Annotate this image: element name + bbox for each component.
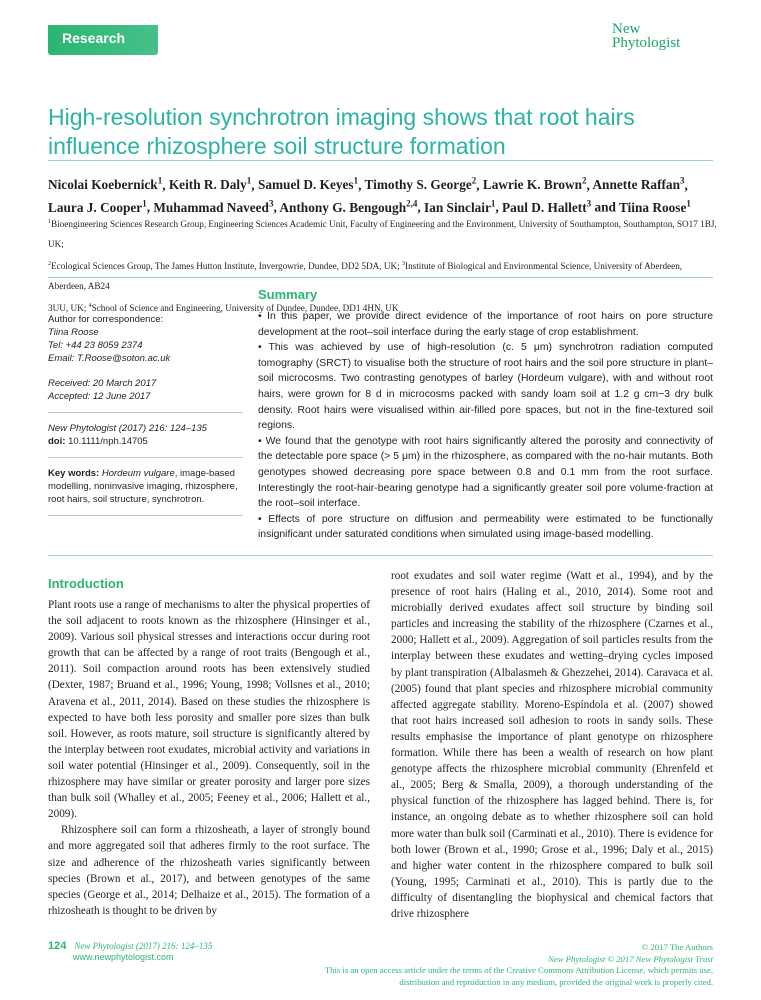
keywords-label: Key words: [48,468,100,479]
author-affiliation-mark: 1 [157,176,163,186]
author-affiliation-mark: 2 [471,176,477,186]
article-info-sidebar [48,313,243,525]
license-line-2: distribution and reproduction in any medium, provided the original work is properly cited. [399,976,713,987]
affil-3: Institute of Biological and Environmental Science, University of Aberdeen, Aberdeen, AB24 [48,261,683,292]
author-affiliation-mark: 1 [490,198,496,209]
correspondence-email[interactable]: Email: T.Roose@soton.ac.uk [48,353,171,364]
author-affiliation-mark: 2,4 [406,198,418,209]
affil-4-number: 4 [88,303,92,310]
affil-3-number: 3 [402,261,406,268]
author-name: Timothy S. George$^2$ [364,176,477,193]
author-affiliation-mark: 2 [582,176,587,186]
journal-logo [612,22,722,50]
article-title: High-resolution synchrotron imaging shows that root hairs influence rhizosphere soil structure formation [48,104,635,160]
affiliation-divider [48,277,713,278]
accepted-date: Accepted: 12 June 2017 [48,391,151,402]
section-banner [48,25,158,55]
author-name: Muhammad Naveed$^3$ [153,198,274,215]
summary-bullet-1: • In this paper, we provide direct evidence of the importance of root hairs on pore structure development at the root–soil interface during the early stage of crop establishment. [258,311,713,338]
journal-url[interactable]: www.newphytologist.com [73,952,174,962]
affil-1-number: 1 [48,219,51,225]
license-line-1: This is an open access article under the terms of the Creative Commons Attribution License, which permits use, [324,965,713,975]
journal-logo-line2: Phytologist [612,35,681,51]
author-name: Keith R. Daly$^1$ [168,176,252,193]
correspondence-name: Tiina Roose [48,327,99,338]
intro-paragraph-1: Plant roots use a range of mechanisms to alter the physical properties of the soil adjacent to roots known as the rhizosphere (Hinsinger et al., 2009). Various soil physical stresses and interactions occur during root growth that can be affected by a range of root traits (Bengough et al., 2011). Soil compaction around roots has been extensively studied (Dexter, 1987; Bruand et al., 1996; Young, 1998; Vollsnes et al., 2010; Aravena et al., 2011, 2014). Based on these studies the rhizosphere is expected to have both less porosity and smaller pore sizes than bulk soil. However, as roots mature, soil structure is significantly altered by the interplay between root exudates, microbial activity and variations in soil water potential (Hinsinger et al., 2009). Consequently, soil in the rhizosphere may have similar or greater porosity and larger pore sizes than bulk soil (Whalley et al., 2005; Feeney et al., 2006; Hallett et al., 2009). [48,599,370,821]
author-name: Ian Sinclair$^1$ [424,198,496,215]
section-label: Research [62,30,126,46]
author-affiliation-mark: 1 [686,198,691,209]
keywords-list: , image-based modelling, noninvasive imaging, rhizosphere, root hairs, soil structure, synchrotron. [48,468,238,505]
doi-link[interactable]: 10.1111/nph.14705 [68,436,148,447]
keywords-species: Hordeum vulgare [101,468,175,479]
received-date: Received: 20 March 2017 [48,378,157,389]
correspondence-tel: Tel: +44 23 8059 2374 [48,340,143,351]
sidebar-divider-2 [48,457,243,458]
summary-bullet-2: • This was achieved by use of high-resolution (c. 5 μm) synchrotron radiation computed tomography (SRCT) to visualise both the structure of root hairs and the soil pore structure in plant–soil microcosms. Two contrasting genotypes of barley (Hordeum vulgare), with and without root hairs, were grown for 8 d in microcosms packed with sandy loam soil at 1.2 g cm−3 dry bulk density. Root hairs were visualised within air-filled pore spaces, but not in the fine-textured soil regions. [258,342,713,432]
author-name: Samuel D. Keyes$^1$ [257,176,359,193]
journal-logo-line1: New [612,21,641,37]
author-affiliation-mark: 3 [679,176,685,186]
author-list: Nicolai Koebernick$^1$, Keith R. Daly$^1$, Samuel D. Keyes$^1$, Timothy S. George$^2$, Lawrie K. Brown$^2$, Annette Raffan$^3$, Laura J. Cooper$^1$, Muhammad Naveed$^3$, Anthony G. Bengough$^{2,4}$, Ian Sinclair$^1$, Paul D. Hallett$^3$ and Tiina Roose$^1$ [48,176,691,215]
author-name: Paul D. Hallett$^3$ [502,198,592,215]
footer-right [273,942,713,988]
keywords [48,467,243,506]
author-affiliation-mark: 3 [586,198,592,209]
doi-label: doi: [48,436,66,447]
author-name: Lawrie K. Brown$^2$ [482,176,587,193]
author-name: Tiina Roose$^1$ [618,198,691,215]
author-name: Laura J. Cooper$^1$ [48,198,147,215]
sidebar-divider-3 [48,515,243,516]
affil-4: School of Science and Engineering, University of Dundee, Dundee, DD1 4HN, UK [91,303,399,314]
footer-citation: New Phytologist (2017) 216: 124–135 [74,941,213,951]
affiliations [48,212,718,318]
body-column-left [48,597,370,919]
title-divider [48,160,713,161]
author-name: Annette Raffan$^3$ [592,176,685,193]
introduction-heading: Introduction [48,576,124,591]
author-name: Anthony G. Bengough$^{2,4}$ [279,198,418,215]
affil-1: Bioengineering Sciences Research Group, Engineering Sciences Academic Unit, Faculty of Engineering and the Environment, University of Southampton, Southampton, SO17 1BJ, UK; [48,219,717,250]
summary-bullet-4: • Effects of pore structure on diffusion and permeability were estimated to be functionally insignificant under saturated conditions when simulated using image-based modelling. [258,513,713,541]
copyright-trust: New Phytologist © 2017 New Phytologist Trust [548,953,713,964]
sidebar-divider [48,412,243,413]
summary-divider [48,555,713,556]
author-affiliation-mark: 1 [353,176,359,186]
body-column-right [391,568,713,922]
intro-paragraph-3: root exudates and soil water regime (Watt et al., 1994), and by the presence of root hairs (Haling et al., 2010, 2014). Some root and microbially derived exudates affect soil structure by binding soil particles and increasing the stability of the rhizosphere (Czarnes et al., 2000; Hallett et al., 2009). Aggregation of soil particles results from the interplay between these exudates and wetting–drying cycles imposed by plant transpiration (Albalasmeh & Ghezzehei, 2014). Caravaca et al. (2005) found that plant species and rhizosphere microbial community affected aggregate stability. Moreno-Espíndola et al. (2007) showed that root hairs increased soil adhesion to roots in sandy soils. These results emphasise the importance of plant genotype on rhizosphere formation. While there has been a wealth of research on how plant genotype affects the rhizosphere microbial community (Ehrenfeld et al., 2005; Berg & Smalla, 2009), a thorough understanding of the physical function of the rhizosphere has lagged behind. There is, for instance, an ongoing debate as to whether rhizosphere soil can hold more water than bulk soil (Carminati et al., 2010). There is evidence for both lower (Brown et al., 1990; Grose et al., 1996; Daly et al., 2015) and higher water content in the rhizosphere compared to bulk soil (Young, 1995; Carminati et al., 2010). This is partly due to the difficulty of disentangling the biophysical and chemical factors that drive rhizosphere [391,570,713,920]
correspondence-label: Author for correspondence: [48,314,164,325]
affil-3-cont: 3UU, UK; [48,303,87,314]
author-affiliation-mark: 1 [246,176,252,186]
summary-bullet-3: • We found that the genotype with root hairs significantly altered the porosity and connectivity of the detectable pore space (> 5 μm) in the rhizosphere, as compared with the no-hair mutants. Both genotypes showed decreasing pore space between 0.8 and 0.1 mm from the root surface. Interestingly the root-hair-bearing genotype had a significantly greater soil pore volume-fraction at the root–soil interface. [258,435,713,510]
summary-heading: Summary [258,287,318,302]
page-number: 124 [48,940,67,952]
summary-body [258,309,713,543]
affil-2-number: 2 [48,261,51,268]
author-affiliation-mark: 3 [268,198,274,209]
author-affiliation-mark: 1 [142,198,147,209]
footer-left [48,941,212,963]
intro-paragraph-2: Rhizosphere soil can form a rhizosheath, a layer of strongly bound and more aggregated soil that adheres firmly to the root surface. The size and adherence of the rhizosheath varies significantly between species (Brown et al., 2017), and between genotypes of the same species (George et al., 2014; Delhaize et al., 2015). The formation of a rhizosheath is thought to be driven by [48,824,370,917]
copyright-authors: © 2017 The Authors [641,942,713,952]
author-name: Nicolai Koebernick$^1$ [48,176,163,193]
citation: New Phytologist (2017) 216: 124–135 [48,423,207,434]
affil-2: Ecological Sciences Group, The James Hutton Institute, Invergowrie, Dundee, DD2 5DA, UK; [51,261,400,272]
